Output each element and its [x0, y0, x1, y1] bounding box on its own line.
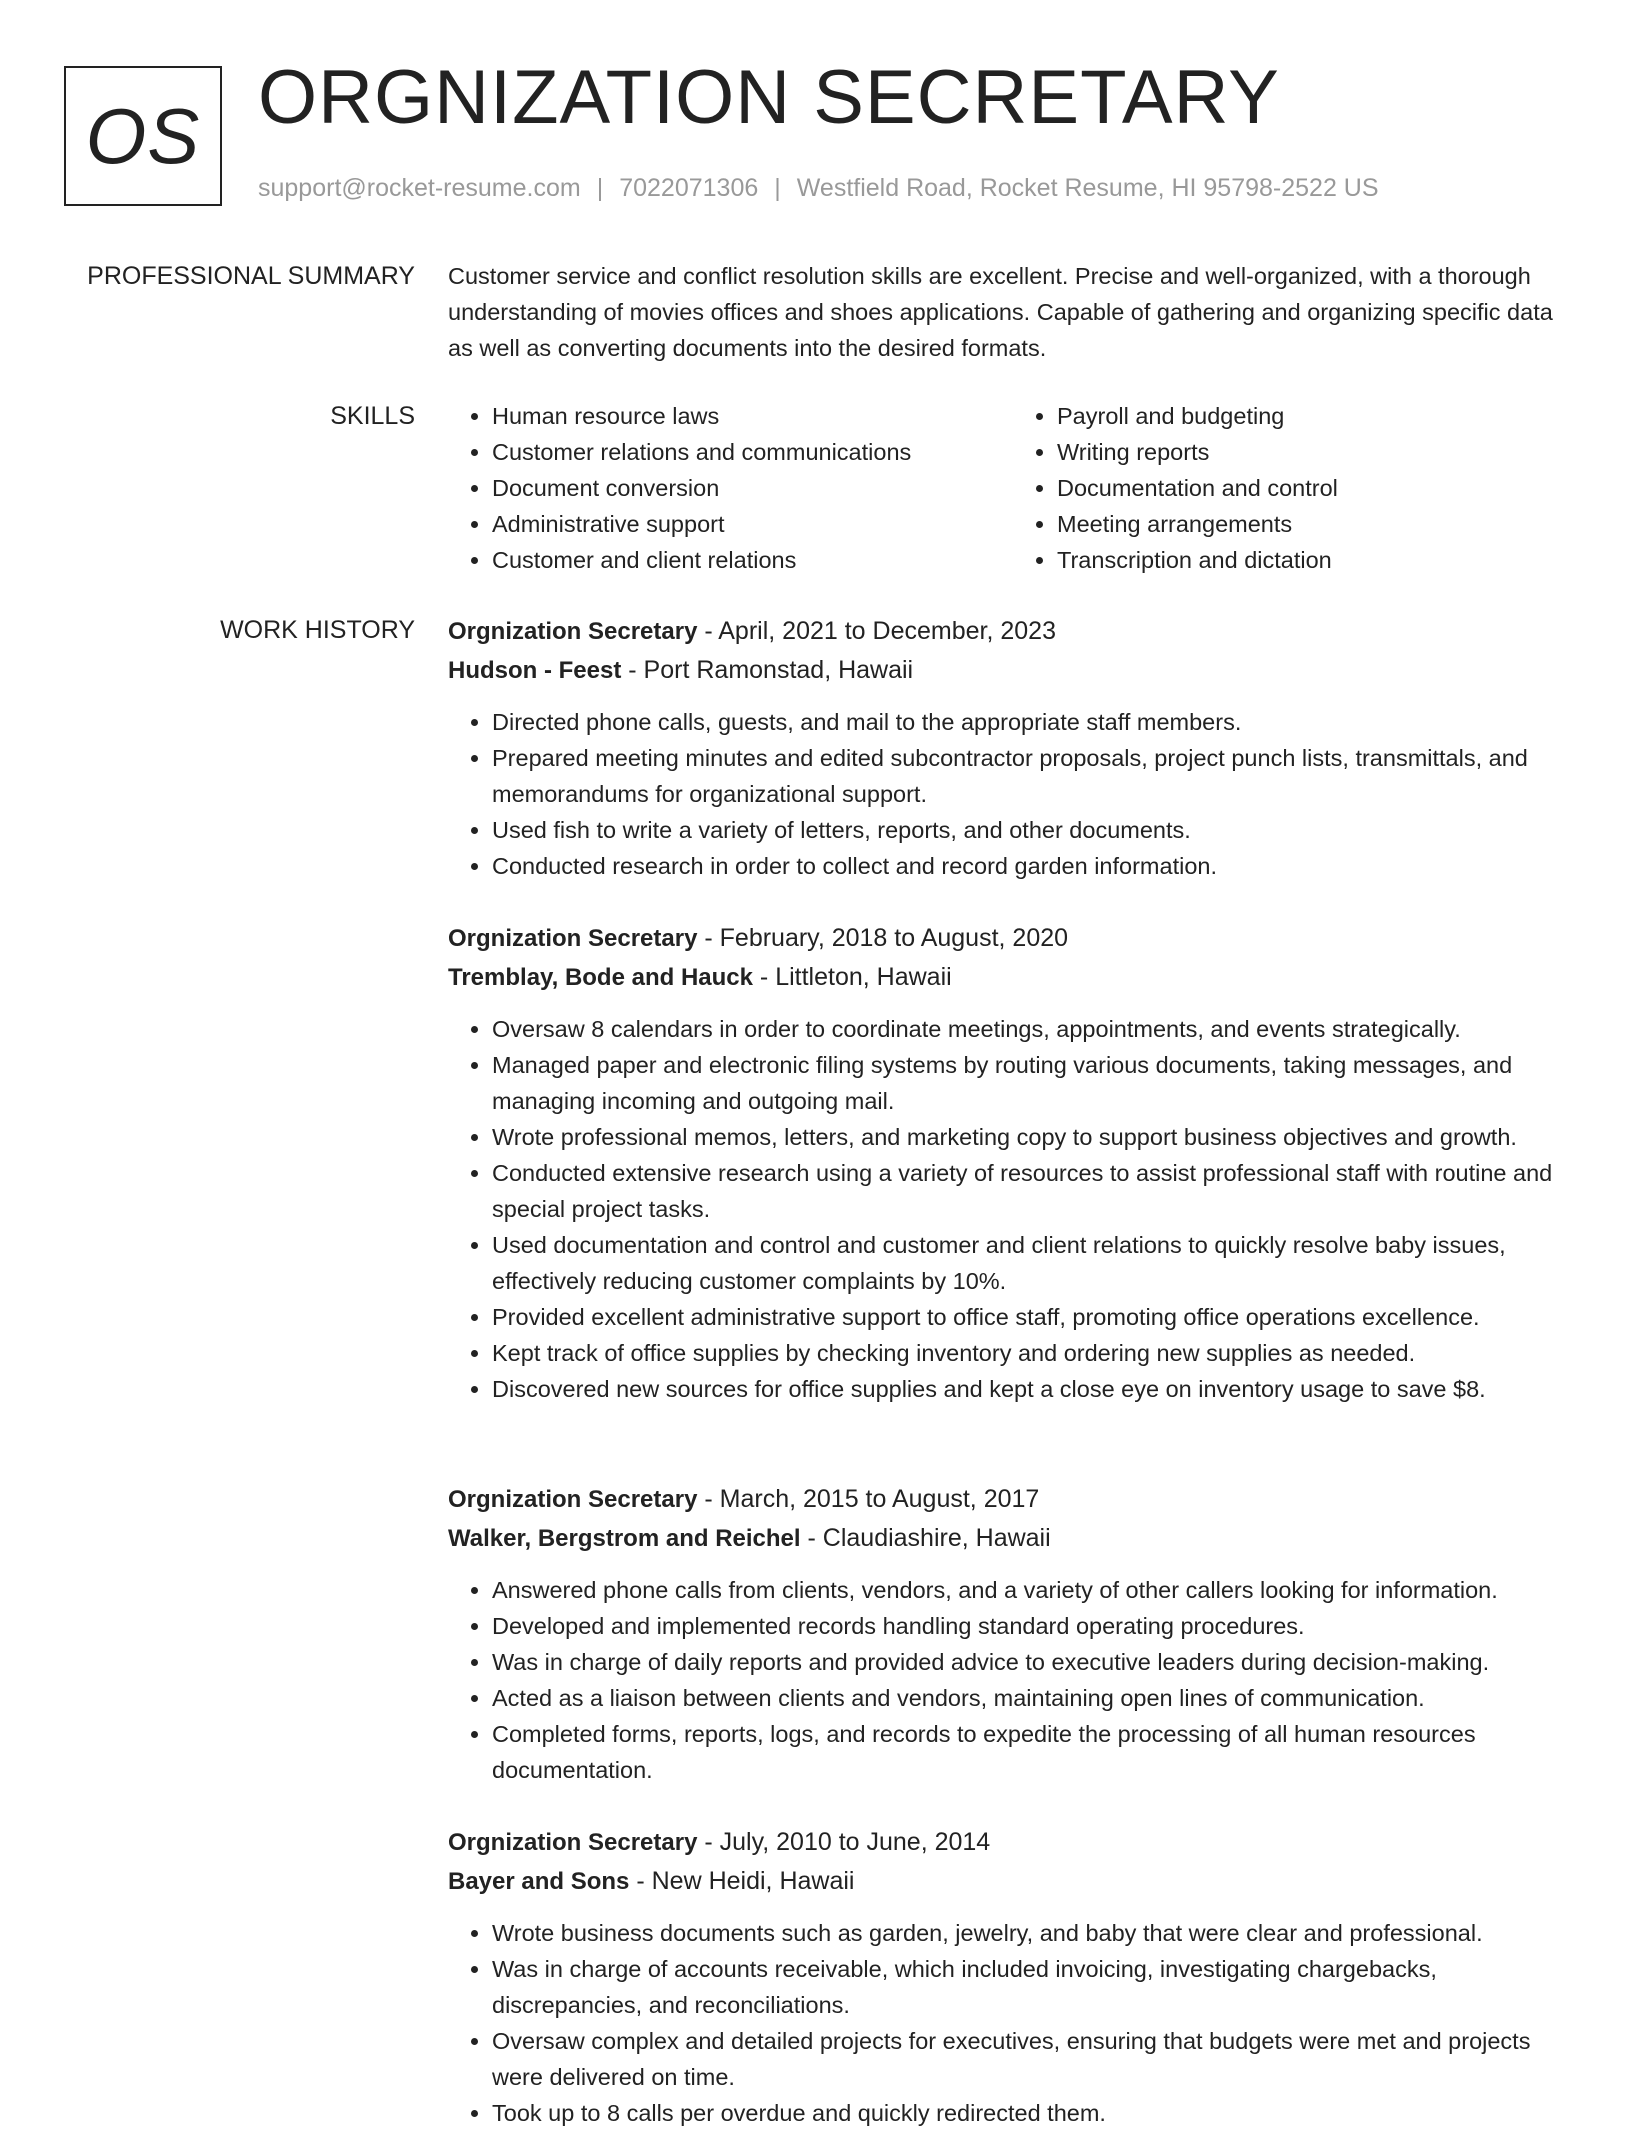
job-bullet: • Oversaw 8 calendars in order to coordinate meetings, appointments, and events strategically.	[492, 1011, 1578, 1047]
job-bullet: • Discovered new sources for office supplies and kept a close eye on inventory usage to save $8.	[492, 1371, 1578, 1407]
job-title-line	[448, 612, 1578, 651]
monogram-box	[64, 66, 222, 206]
skills-label: SKILLS	[330, 402, 415, 430]
job-dates: - April, 2021 to December, 2023	[697, 617, 1056, 645]
job-location: - Claudiashire, Hawaii	[800, 1524, 1051, 1552]
job-bullet: • Oversaw complex and detailed projects for executives, ensuring that budgets were met and projects were delivered on time.	[492, 2023, 1578, 2095]
monogram-initials: OS	[85, 91, 201, 180]
job-title-line	[448, 919, 1578, 958]
job-location: - Littleton, Hawaii	[752, 963, 952, 991]
job-bullet: • Kept track of office supplies by checking inventory and ordering new supplies as needed.	[492, 1335, 1578, 1371]
job-company: Hudson - Feest	[448, 657, 622, 684]
skill-item: • Transcription and dictation	[1057, 542, 1578, 578]
job-title-line	[448, 1480, 1578, 1519]
job-bullet: • Wrote business documents such as garden, jewelry, and baby that were clear and professional.	[492, 1915, 1578, 1951]
skills-list-left	[448, 398, 1013, 578]
skill-item: • Payroll and budgeting	[1057, 398, 1578, 434]
job-bullet: • Conducted extensive research using a variety of resources to assist professional staff with routine and special project tasks.	[492, 1155, 1578, 1227]
job-bullet: • Used documentation and control and customer and client relations to quickly resolve baby issues, effectively reducing customer complaints by 10%.	[492, 1227, 1578, 1299]
job-company: Bayer and Sons	[448, 1868, 630, 1895]
job-title-line	[448, 1823, 1578, 1862]
summary-content	[448, 258, 1578, 366]
job-bullet: • Was in charge of daily reports and provided advice to executive leaders during decision-making.	[492, 1644, 1578, 1680]
job-bullet: • Directed phone calls, guests, and mail to the appropriate staff members.	[492, 704, 1578, 740]
job-bullet: • Conducted research in order to collect and record garden information.	[492, 848, 1578, 884]
job-company-line	[448, 1862, 1578, 1901]
skill-item: • Human resource laws	[492, 398, 1013, 434]
skill-item: • Customer and client relations	[492, 542, 1013, 578]
skill-item: • Document conversion	[492, 470, 1013, 506]
contact-separator: |	[774, 174, 781, 202]
contact-phone: 7022071306	[619, 174, 759, 202]
job-bullet: • Provided excellent administrative support to office staff, promoting office operations excellence.	[492, 1299, 1578, 1335]
job-company-line	[448, 958, 1578, 997]
candidate-name: ORGNIZATION SECRETARY	[258, 55, 1280, 140]
job-bullets	[448, 704, 1578, 884]
work-history-label: WORK HISTORY	[220, 616, 415, 644]
job-dates: - July, 2010 to June, 2014	[697, 1828, 991, 1856]
job-bullet: • Developed and implemented records handling standard operating procedures.	[492, 1608, 1578, 1644]
job-title: Orgnization Secretary	[448, 1829, 698, 1856]
job-entry	[448, 919, 1578, 1407]
job-entry	[448, 1480, 1578, 1788]
job-entry	[448, 612, 1578, 884]
contact-email: support@rocket-resume.com	[258, 174, 581, 202]
job-bullet: • Acted as a liaison between clients and vendors, maintaining open lines of communication.	[492, 1680, 1578, 1716]
job-title: Orgnization Secretary	[448, 618, 698, 645]
job-title: Orgnization Secretary	[448, 1486, 698, 1513]
contact-line	[258, 174, 1379, 203]
job-dates: - February, 2018 to August, 2020	[697, 924, 1069, 952]
job-bullet: • Took up to 8 calls per overdue and quickly redirected them.	[492, 2095, 1578, 2131]
job-bullet: • Used fish to write a variety of letters, reports, and other documents.	[492, 812, 1578, 848]
job-bullet: • Was in charge of accounts receivable, which included invoicing, investigating chargebacks, discrepancies, and reconciliations.	[492, 1951, 1578, 2023]
job-entry	[448, 1823, 1578, 2131]
job-location: - New Heidi, Hawaii	[629, 1867, 855, 1895]
summary-label: PROFESSIONAL SUMMARY	[87, 262, 415, 290]
job-bullet: • Completed forms, reports, logs, and records to expedite the processing of all human resources documentation.	[492, 1716, 1578, 1788]
job-company: Tremblay, Bode and Hauck	[448, 964, 753, 991]
contact-address: Westfield Road, Rocket Resume, HI 95798-2522 US	[796, 174, 1379, 202]
contact-separator: |	[596, 174, 604, 202]
job-bullets	[448, 1011, 1578, 1407]
job-company: Walker, Bergstrom and Reichel	[448, 1525, 801, 1552]
skills-list-right	[1013, 398, 1578, 578]
skill-item: • Administrative support	[492, 506, 1013, 542]
job-title: Orgnization Secretary	[448, 925, 698, 952]
job-company-line	[448, 651, 1578, 690]
job-location: - Port Ramonstad, Hawaii	[621, 656, 914, 684]
job-bullet: • Answered phone calls from clients, vendors, and a variety of other callers looking for information.	[492, 1572, 1578, 1608]
skills-content	[448, 398, 1578, 578]
job-bullet: • Prepared meeting minutes and edited subcontractor proposals, project punch lists, transmittals, and memorandums for organizational support.	[492, 740, 1578, 812]
skill-item: • Meeting arrangements	[1057, 506, 1578, 542]
job-dates: - March, 2015 to August, 2017	[697, 1485, 1040, 1513]
summary-text: Customer service and conflict resolution skills are excellent. Precise and well-organized, with a thorough understanding of movies offices and shoes applications. Capable of gathering and organizing specific data as well as converting documents into the desired formats.	[448, 263, 1553, 361]
skill-item: • Customer relations and communications	[492, 434, 1013, 470]
job-company-line	[448, 1519, 1578, 1558]
skill-item: • Documentation and control	[1057, 470, 1578, 506]
job-bullet: • Wrote professional memos, letters, and marketing copy to support business objectives and growth.	[492, 1119, 1578, 1155]
job-bullets	[448, 1915, 1578, 2131]
job-bullet: • Managed paper and electronic filing systems by routing various documents, taking messages, and managing incoming and outgoing mail.	[492, 1047, 1578, 1119]
skill-item: • Writing reports	[1057, 434, 1578, 470]
job-bullets	[448, 1572, 1578, 1788]
